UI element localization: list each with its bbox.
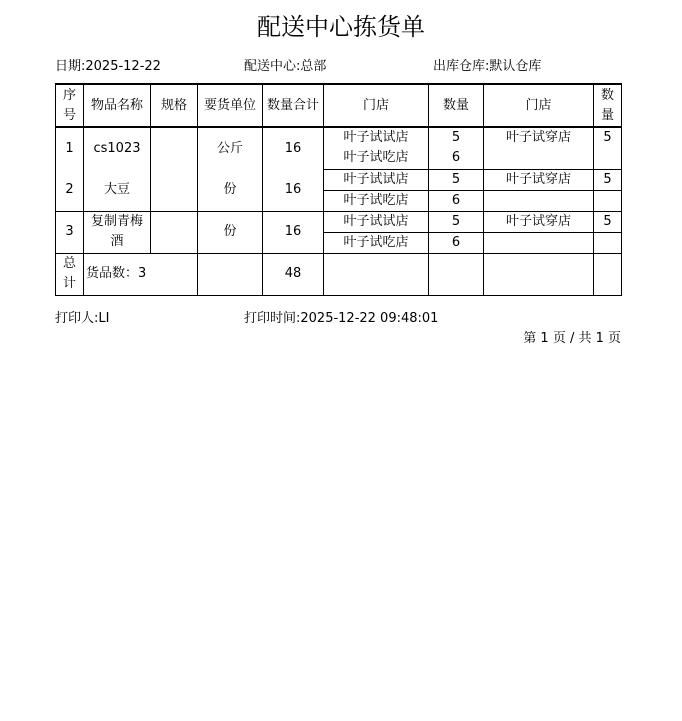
item-spec <box>151 169 198 211</box>
total-qty: 48 <box>263 253 324 295</box>
store-2-qty: 5 <box>594 127 622 148</box>
document-title: 配送中心拣货单 <box>257 13 425 41</box>
printer-field: 打印人:LI <box>55 311 110 326</box>
store-1-name: 叶子试吃店 <box>324 232 429 253</box>
page-indicator: 第 1 页 / 共 1 页 <box>523 331 621 346</box>
store-1-name: 叶子试吃店 <box>324 148 429 169</box>
item-unit: 公斤 <box>198 127 263 169</box>
store-2-name <box>484 190 594 211</box>
store-2-qty: 5 <box>594 169 622 190</box>
item-name: 复制青梅酒 <box>84 211 151 253</box>
table-row <box>56 211 622 232</box>
total-store-2-empty <box>484 253 594 295</box>
table-row <box>56 127 622 148</box>
header-unit: 要货单位 <box>198 84 263 127</box>
store-1-name: 叶子试试店 <box>324 211 429 232</box>
table-header-row <box>56 84 622 127</box>
date-field: 日期:2025-12-22 <box>55 59 161 74</box>
header-spec: 规格 <box>151 84 198 127</box>
store-2-name: 叶子试穿店 <box>484 169 594 190</box>
store-1-qty: 5 <box>429 211 484 232</box>
item-qty-total: 16 <box>263 127 324 169</box>
store-1-qty: 6 <box>429 148 484 169</box>
store-2-qty <box>594 232 622 253</box>
total-label: 总计 <box>56 253 84 295</box>
total-unit-empty <box>198 253 263 295</box>
distribution-center-field: 配送中心:总部 <box>244 59 327 74</box>
item-name: cs1023 <box>84 127 151 169</box>
store-2-name <box>484 148 594 169</box>
store-2-qty: 5 <box>594 211 622 232</box>
table-row <box>56 169 622 190</box>
store-2-name: 叶子试穿店 <box>484 127 594 148</box>
item-index: 2 <box>56 169 84 211</box>
store-1-qty: 6 <box>429 232 484 253</box>
store-1-name: 叶子试试店 <box>324 169 429 190</box>
item-name: 大豆 <box>84 169 151 211</box>
print-time-field: 打印时间:2025-12-22 09:48:01 <box>244 311 439 326</box>
warehouse-field: 出库仓库:默认仓库 <box>433 59 542 74</box>
store-1-name: 叶子试试店 <box>324 127 429 148</box>
total-item-count: 货品数：3 <box>84 253 198 295</box>
picking-table <box>55 83 622 296</box>
item-unit: 份 <box>198 169 263 211</box>
total-row <box>56 253 622 295</box>
store-1-qty: 5 <box>429 127 484 148</box>
item-index: 1 <box>56 127 84 169</box>
header-store-2: 门店 <box>484 84 594 127</box>
item-spec <box>151 211 198 253</box>
header-store-1: 门店 <box>324 84 429 127</box>
header-qty-2: 数量 <box>594 84 622 127</box>
header-qty-total: 数量合计 <box>263 84 324 127</box>
store-2-name: 叶子试穿店 <box>484 211 594 232</box>
total-store-1-empty <box>324 253 429 295</box>
header-index: 序号 <box>56 84 84 127</box>
store-1-qty: 5 <box>429 169 484 190</box>
item-qty-total: 16 <box>263 169 324 211</box>
store-2-qty <box>594 190 622 211</box>
store-1-qty: 6 <box>429 190 484 211</box>
total-qty-1-empty <box>429 253 484 295</box>
header-qty-1: 数量 <box>429 84 484 127</box>
store-2-name <box>484 232 594 253</box>
store-2-qty <box>594 148 622 169</box>
item-unit: 份 <box>198 211 263 253</box>
header-item-name: 物品名称 <box>84 84 151 127</box>
item-spec <box>151 127 198 169</box>
total-qty-2-empty <box>594 253 622 295</box>
store-1-name: 叶子试吃店 <box>324 190 429 211</box>
item-index: 3 <box>56 211 84 253</box>
item-qty-total: 16 <box>263 211 324 253</box>
